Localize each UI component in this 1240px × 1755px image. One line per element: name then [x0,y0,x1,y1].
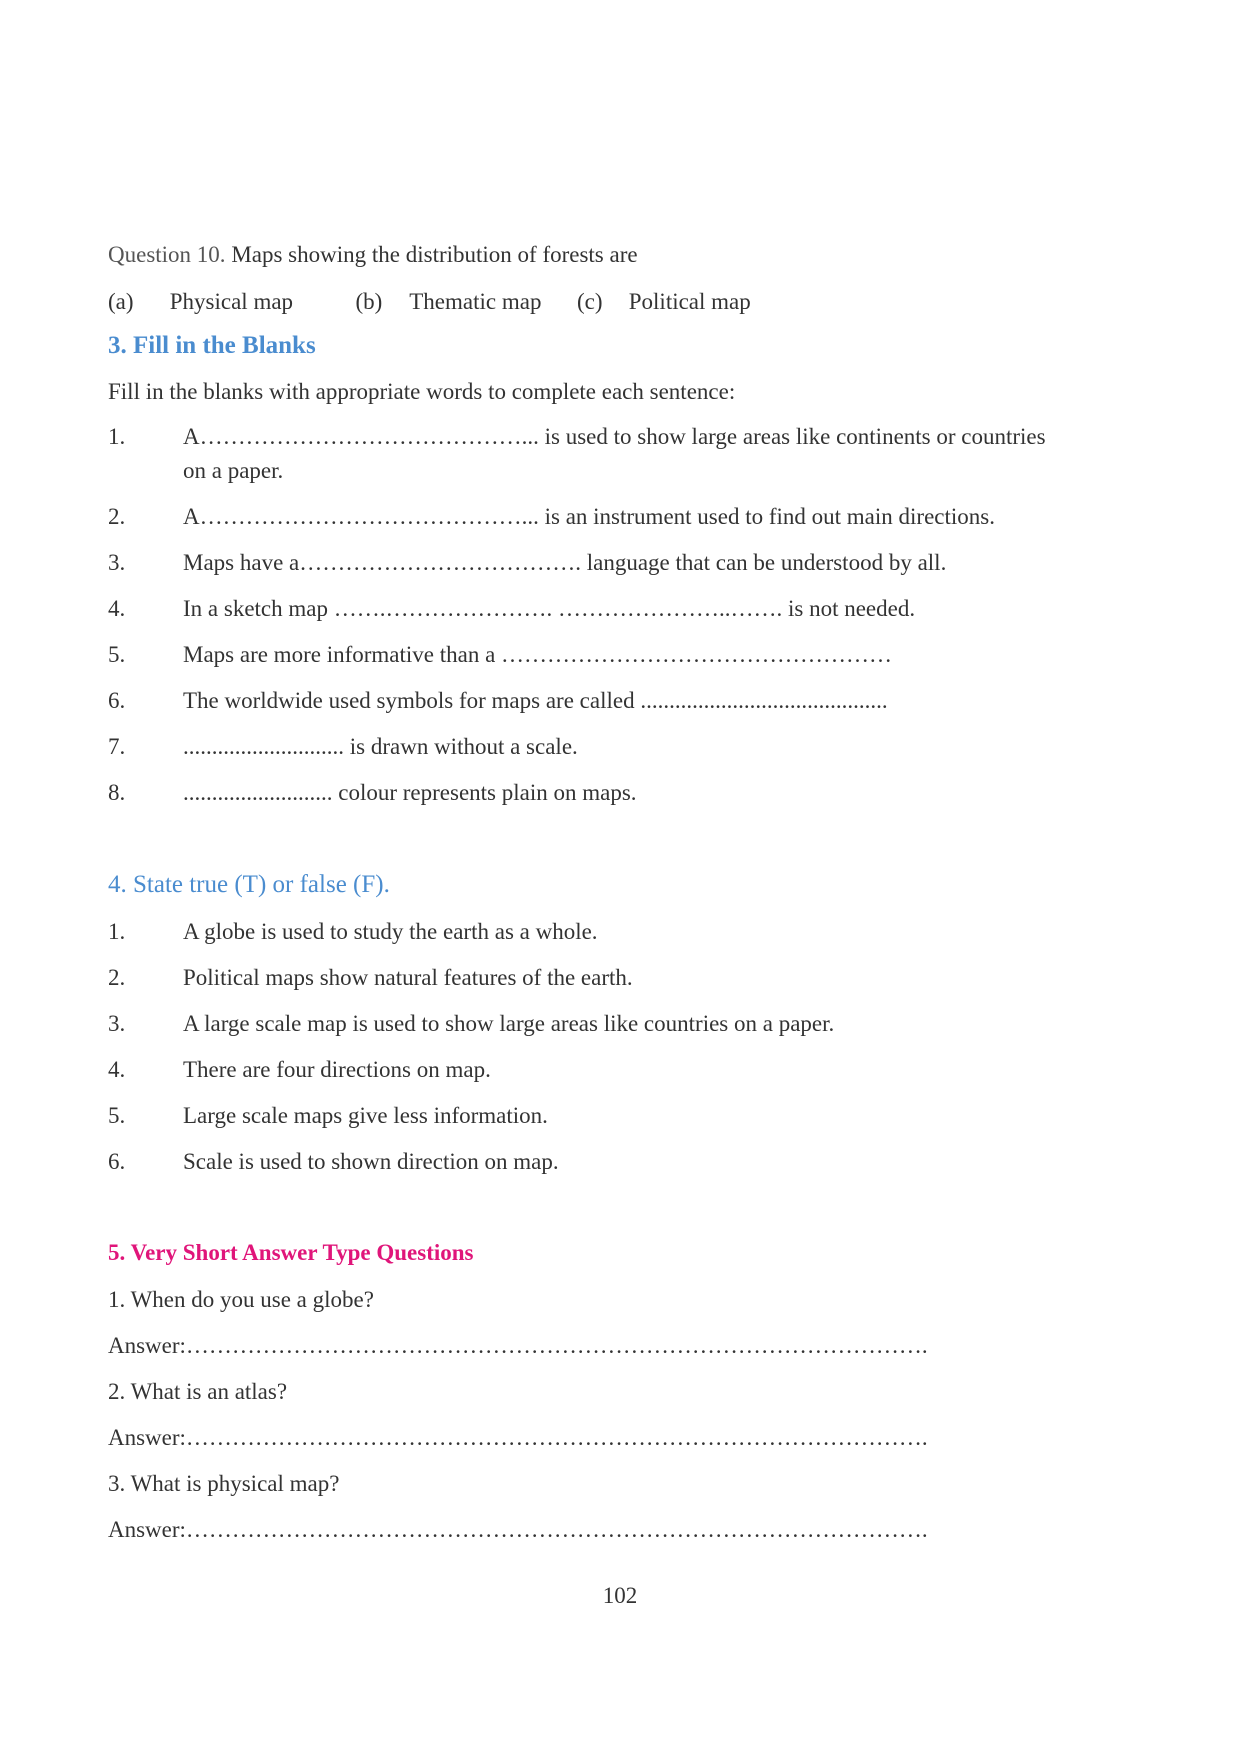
option-a-text: Physical map [169,289,294,314]
answer-line-2: Answer:……………………………………………………………………………………. [108,1425,928,1450]
true-false-item-1: A globe is used to study the earth as a whole. [183,919,598,944]
list-item-number: 6. [108,688,126,713]
page-number: 102 [602,1583,638,1608]
list-item-number: 2. [108,504,126,529]
list-item-number: 5. [108,1103,126,1128]
section-3-heading: 3. Fill in the Blanks [108,332,316,359]
option-a-letter: (a) [108,289,134,314]
fill-blank-item-5: Maps are more informative than a …………………………………………… [183,642,893,667]
option-c-letter: (c) [577,289,603,314]
question-10-label: Question 10. [108,242,226,267]
option-b-text: Thematic map [409,289,542,314]
section-5-heading: 5. Very Short Answer Type Questions [108,1240,474,1265]
fill-blank-item-4: In a sketch map …….…………………. …………………..……. is not needed. [183,596,916,621]
question-10-options [108,287,751,317]
list-item-number: 4. [108,1057,126,1082]
true-false-item-5: Large scale maps give less information. [183,1103,548,1128]
short-question-3: 3. What is physical map? [108,1471,340,1496]
fill-blank-item-8: .......................... colour represents plain on maps. [183,780,637,805]
list-item-number: 1. [108,424,126,449]
short-question-2: 2. What is an atlas? [108,1379,288,1404]
question-10 [108,240,638,270]
fill-blank-item-1-line2: on a paper. [183,458,284,483]
section-4-heading: 4. State true (T) or false (F). [108,871,390,898]
list-item-number: 4. [108,596,126,621]
fill-blank-item-1-line1: A……………………………………... is used to show large areas like continents or countries [183,424,1046,449]
fill-blank-item-7: ............................ is drawn without a scale. [183,734,578,759]
true-false-item-6: Scale is used to shown direction on map. [183,1149,559,1174]
fill-blank-item-6: The worldwide used symbols for maps are called ........................................... [183,688,888,713]
list-item-number: 2. [108,965,126,990]
fill-blank-item-2: A……………………………………... is an instrument used to find out main directions. [183,504,995,529]
question-10-text: Maps showing the distribution of forests are [231,242,638,267]
answer-line-3: Answer:……………………………………………………………………………………. [108,1517,928,1542]
list-item-number: 3. [108,1011,126,1036]
option-c-text: Political map [628,289,751,314]
short-question-1: 1. When do you use a globe? [108,1287,374,1312]
fill-blank-item-3: Maps have a………………………………. language that can be understood by all. [183,550,947,575]
true-false-item-2: Political maps show natural features of the earth. [183,965,633,990]
answer-line-1: Answer:……………………………………………………………………………………. [108,1333,928,1358]
list-item-number: 3. [108,550,126,575]
list-item-number: 1. [108,919,126,944]
list-item-number: 5. [108,642,126,667]
list-item-number: 6. [108,1149,126,1174]
list-item-number: 8. [108,780,126,805]
list-item-number: 7. [108,734,126,759]
section-3-instruction: Fill in the blanks with appropriate words to complete each sentence: [108,379,736,404]
true-false-item-3: A large scale map is used to show large areas like countries on a paper. [183,1011,835,1036]
option-b-letter: (b) [355,289,383,314]
true-false-item-4: There are four directions on map. [183,1057,491,1082]
